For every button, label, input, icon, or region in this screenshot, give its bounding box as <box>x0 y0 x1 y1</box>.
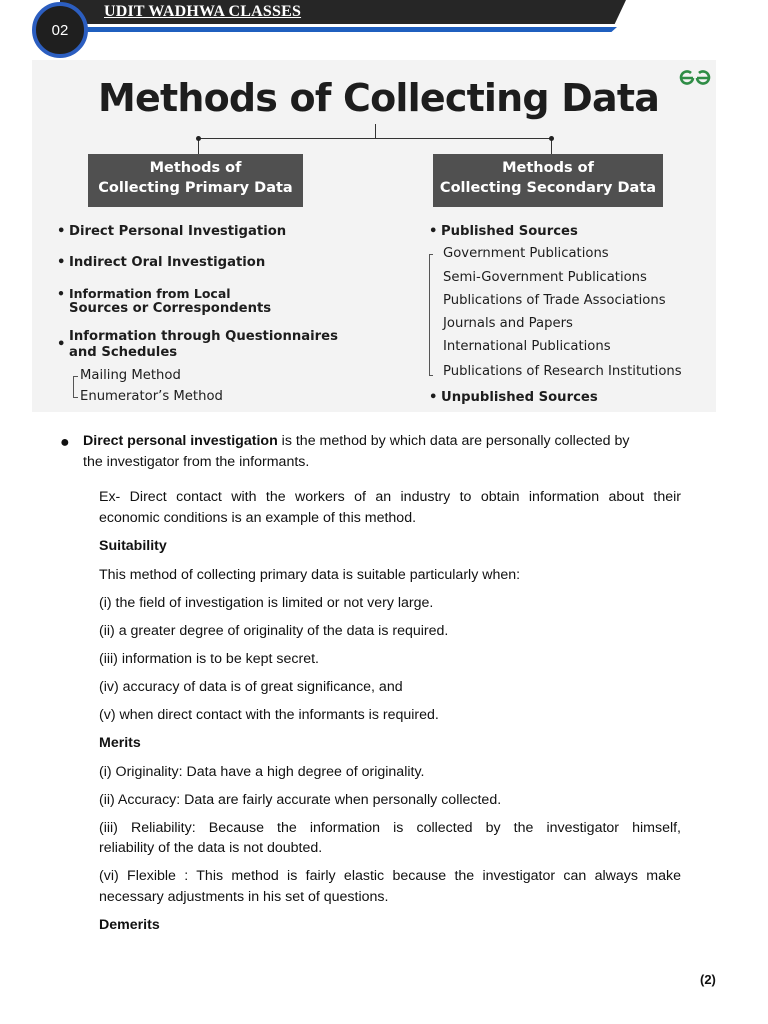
suitability-heading: Suitability <box>99 538 167 554</box>
merit-item-line2: reliability of the data is not doubted. <box>99 840 323 856</box>
primary-item: • Information from Local <box>57 286 231 301</box>
connector-horizontal <box>198 138 552 139</box>
bullet-icon: • <box>429 390 438 405</box>
suitability-item: (iv) accuracy of data is of great significance, and <box>99 679 403 695</box>
bullet-icon: ● <box>60 434 70 451</box>
secondary-heading-line2: Collecting Secondary Data <box>439 180 657 196</box>
secondary-sub-item: Publications of Research Institutions <box>443 364 682 379</box>
dpi-paragraph-line2: the investigator from the informants. <box>83 454 310 470</box>
secondary-data-box <box>433 154 663 207</box>
geeksforgeeks-logo-icon <box>678 66 712 90</box>
suitability-item: (ii) a greater degree of originality of the data is required. <box>99 623 449 639</box>
header-divider <box>60 24 620 27</box>
primary-item-continued: • and Schedules <box>57 337 178 360</box>
secondary-sub-item: Publications of Trade Associations <box>443 293 666 308</box>
page-number: (2) <box>700 972 716 987</box>
secondary-item-published: • Published Sources <box>429 224 578 239</box>
brand-name: UDIT WADHWA CLASSES <box>104 3 302 20</box>
merit-item-line1: (iii) Reliability: Because the information is collected by the investigator himself, <box>99 820 681 836</box>
suitability-item: (v) when direct contact with the informants is required. <box>99 707 439 723</box>
page-badge-number: 02 <box>51 21 69 39</box>
secondary-item-unpublished: • Unpublished Sources <box>429 390 598 405</box>
secondary-sub-item: International Publications <box>443 339 611 354</box>
infographic-title: Methods of Collecting Data <box>98 76 660 120</box>
merits-heading: Merits <box>99 735 141 751</box>
primary-heading-line2: Collecting Primary Data <box>98 180 293 196</box>
merit-item-line2: necessary adjustments in his set of questions. <box>99 889 389 905</box>
primary-sub-item: Mailing Method <box>80 368 181 383</box>
methods-infographic <box>32 60 716 412</box>
secondary-sub-item: Government Publications <box>443 246 609 261</box>
secondary-sub-item: Semi-Government Publications <box>443 270 647 285</box>
primary-item-continued: Sources or Correspondents <box>69 301 272 316</box>
suitability-item: (i) the field of investigation is limited or not very large. <box>99 595 434 611</box>
bullet-icon: • <box>429 224 438 239</box>
primary-item: • Indirect Oral Investigation <box>57 255 266 270</box>
merit-item: (i) Originality: Data have a high degree of originality. <box>99 764 425 780</box>
primary-sub-bracket <box>73 376 78 398</box>
primary-item: • Direct Personal Investigation <box>57 224 287 239</box>
connector-right-dot <box>549 136 554 141</box>
connector-stem <box>375 124 376 138</box>
page-badge <box>32 2 88 58</box>
primary-data-box <box>88 154 303 207</box>
dpi-paragraph-line1: Direct personal investigation is the method by which data are personally collected by <box>83 433 630 449</box>
secondary-heading-line1: Methods of <box>502 160 594 176</box>
example-line2: economic conditions is an example of this method. <box>99 510 417 526</box>
primary-sub-item: Enumerator’s Method <box>80 389 223 404</box>
connector-left-dot <box>196 136 201 141</box>
bullet-icon: • <box>57 286 65 301</box>
merit-item-line1: (vi) Flexible : This method is fairly elastic because the investigator can always make <box>99 868 681 884</box>
demerits-heading: Demerits <box>99 917 160 933</box>
primary-heading-line1: Methods of <box>149 160 242 176</box>
bullet-icon: • <box>57 337 66 352</box>
bullet-icon: • <box>57 224 66 239</box>
secondary-sub-bracket <box>429 254 433 376</box>
merit-item: (ii) Accuracy: Data are fairly accurate when personally collected. <box>99 792 502 808</box>
secondary-sub-item: Journals and Papers <box>443 316 573 331</box>
suitability-intro: This method of collecting primary data is suitable particularly when: <box>99 567 521 583</box>
header-accent-stripe <box>60 27 617 32</box>
primary-item: Information through Questionnaires <box>69 329 338 344</box>
suitability-item: (iii) information is to be kept secret. <box>99 651 319 667</box>
dpi-term: Direct personal investigation <box>83 433 278 449</box>
example-line1: Ex- Direct contact with the workers of an industry to obtain information about their <box>99 489 681 505</box>
bullet-icon: • <box>57 255 66 270</box>
